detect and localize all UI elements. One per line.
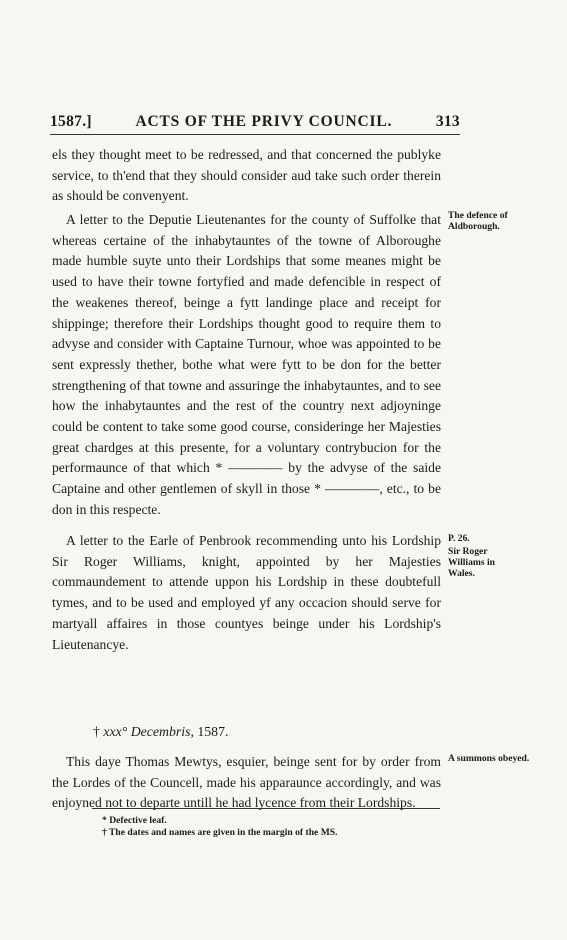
- paragraph-penbrook: [52, 531, 441, 655]
- running-header: [50, 113, 460, 131]
- header-title: ACTS OF THE PRIVY COUNCIL.: [135, 113, 393, 130]
- footnotes: [102, 815, 442, 838]
- footnote-rule: [92, 808, 440, 809]
- dateline-year: 1587.: [197, 724, 229, 739]
- header-year: 1587.]: [50, 113, 92, 130]
- paragraph-text: This daye Thomas Mewtys, esquier, beinge sent for by order from the Lordes of the Councell, made his apparaunce accordingly, and was enjoyned not to departe untill he had lycence from their Lordships.: [52, 754, 441, 811]
- margin-note-aldborough: The defence of Aldborough.: [448, 210, 508, 232]
- dateline-day: xxx° Decembris,: [103, 724, 194, 739]
- paragraph-text: A letter to the Earle of Penbrook recommending unto his Lordship Sir Roger Williams, knight, appointed by her Majesties commaundement to attende uppon his Lordship in these doubtefull tymes, and to be used and employed yf any occacion should serve for martyall affaires in those countyes beinge under his Lordship's Lieutenancye.: [52, 533, 441, 652]
- margin-note-page-ref: P. 26.: [448, 533, 470, 544]
- paragraph-aldborough: [52, 210, 441, 521]
- margin-note-williams: Sir Roger Williams in Wales.: [448, 546, 496, 579]
- footnote-defective: * Defective leaf.: [102, 815, 167, 826]
- paragraph-mewtys: [52, 752, 441, 814]
- page-number: 313: [435, 113, 460, 130]
- dateline: [93, 724, 228, 740]
- paragraph-continuation: [52, 145, 441, 207]
- header-rule: [50, 134, 460, 135]
- footnote-dates: † The dates and names are given in the margin of the MS.: [102, 826, 338, 838]
- paragraph-text: A letter to the Deputie Lieutenantes for the county of Suffolke that whereas certaine of the inhabytauntes of the towne of Alboroughe made humble suyte unto their Lordships that some meanes might be used to have their towne fortyfied and made defencible in respect of the weakenes thereof, beinge a fytt landinge place and receipt for shippinge; therefore their Lordships thought good to require them to advyse and consider with Captaine Turnour, whoe was appointed to be sent expressly thether, bothe what were fytt to be don for the better strengthening of that towne and assuringe the inhabytauntes, and to see how the inhabytauntes and the rest of the country next adjoyninge could be content to take some good course, consideringe her Majesties great chardges at this presente, for a voluntary contrybucion for the performaunce of that which * ———— by the advyse of the saide Captaine and other gentlemen of skyll in those * ————, etc., to be don in this respecte.: [52, 212, 441, 517]
- margin-note-summons: A summons obeyed.: [448, 753, 530, 764]
- dateline-dagger: †: [93, 724, 100, 739]
- paragraph-text: els they thought meet to be redressed, and that concerned the publyke service, to th'end that they should consider aud take such order therein as should be convenyent.: [52, 147, 441, 204]
